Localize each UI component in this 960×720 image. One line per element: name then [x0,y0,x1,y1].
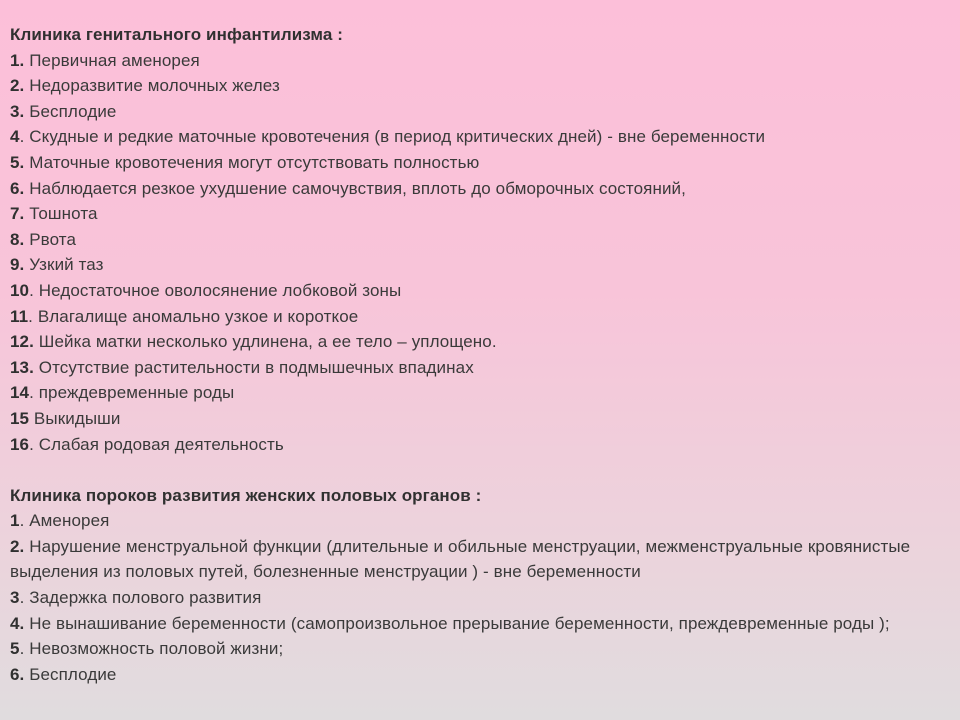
list-item [10,252,950,278]
list-item [10,124,950,150]
section-title-genital-infantilism: Клиника генитального инфантилизма : [10,25,343,44]
item-number: 4. [10,613,25,633]
item-number: 13. [10,357,34,377]
list-item [10,201,950,227]
item-number: 2. [10,76,25,96]
list-item [10,73,950,99]
item-text: Маточные кровотечения могут отсутствовать полностью [24,152,480,172]
item-text: Бесплодие [24,664,117,684]
item-text: . Недостаточное оволосянение лобковой зоны [29,280,402,300]
list-item [10,662,950,688]
list-item [10,508,950,534]
item-text: . Скудные и редкие маточные кровотечения (в период критических дней) - вне беременности [19,127,766,147]
list-item [10,636,950,662]
item-number: 5. [10,152,25,172]
item-number: 14 [10,383,30,403]
item-number: 11 [10,306,29,326]
list-item [10,329,950,355]
list-item [10,99,950,125]
list-item [10,406,950,432]
list-item [10,176,950,202]
section-spacer [10,457,950,483]
item-text: . Аменорея [19,511,110,531]
item-text: Рвота [24,229,77,249]
item-number: 7. [10,204,25,224]
item-number: 5 [10,639,20,659]
item-number: 1. [10,50,25,70]
item-number: 6. [10,178,25,198]
list-item [10,380,950,406]
item-text: . Влагалище аномально узкое и короткое [28,306,359,326]
item-number: 6. [10,664,25,684]
item-text: Наблюдается резкое ухудшение самочувствия, вплоть до обморочных состояний, [24,178,686,198]
item-text: Отсутствие растительности в подмышечных впадинах [33,357,474,377]
list-item [10,304,950,330]
slide-content [10,22,950,687]
list-item [10,432,950,458]
list-item [10,227,950,253]
list-item [10,48,950,74]
list-item [10,534,950,585]
item-number: 8. [10,229,25,249]
list-item [10,278,950,304]
item-text: Недоразвитие молочных желез [24,76,280,96]
item-number: 4 [10,127,20,147]
item-number: 15 [10,408,30,428]
section-title-malformations: Клиника пороков развития женских половых органов : [10,485,482,505]
item-number: 12. [10,332,34,352]
list-item [10,355,950,381]
item-number: 10 [10,280,30,300]
item-number: 1 [10,511,20,531]
list-item [10,611,950,637]
list-item [10,585,950,611]
list-item [10,150,950,176]
item-text: . Невозможность половой жизни; [19,639,284,659]
item-number: 3 [10,588,20,608]
item-number: 2. [10,536,25,556]
item-number: 16 [10,434,30,454]
item-text: . преждевременные роды [29,383,235,403]
item-text: Шейка матки несколько удлинена, а ее тело – уплощено. [33,332,497,352]
item-text: Не вынашивание беременности (самопроизвольное прерывание беременности, преждевременные роды ); [24,613,890,633]
item-number: 9. [10,255,25,275]
item-text: . Задержка полового развития [19,588,262,608]
item-text: . Слабая родовая деятельность [29,434,284,454]
item-text: Нарушение менструальной функции (длительные и обильные менструации, межменструальные кровянистые выделения из половых путей, болезненные менструации ) - вне беременности [10,536,911,582]
item-text: Тошнота [24,204,98,224]
item-text: Выкидыши [29,408,121,428]
item-number: 3. [10,101,25,121]
item-text: Первичная аменорея [24,50,200,70]
item-text: Узкий таз [24,255,104,275]
item-text: Бесплодие [24,101,117,121]
